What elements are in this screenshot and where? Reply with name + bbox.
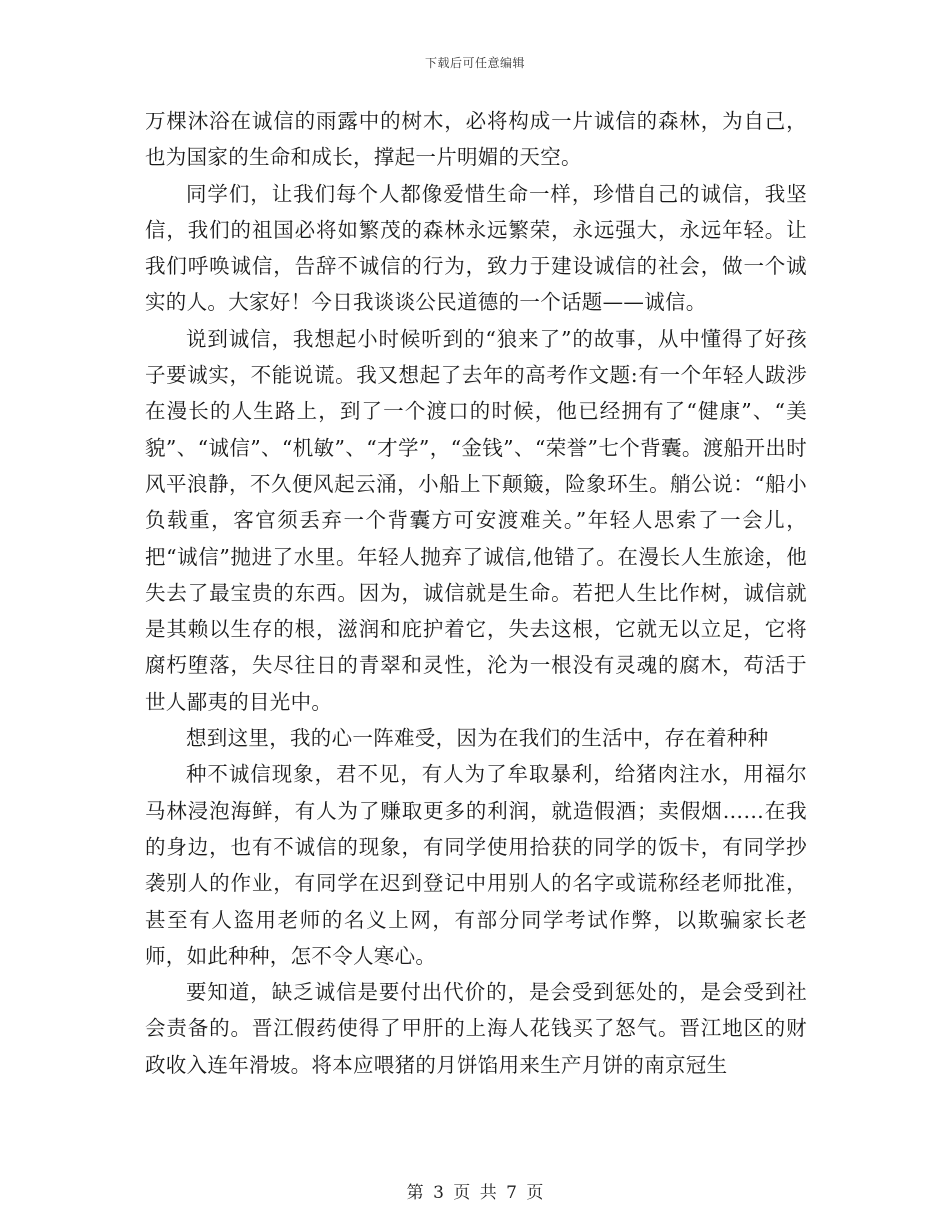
paragraph-4: 想到这里，我的心一阵难受，因为在我们的生活中，存在着种种 xyxy=(186,726,769,751)
paragraph-2: 同学们，让我们每个人都像爱惜生命一样，珍惜自己的诚信，我坚信，我们的祖国必将如繁茂的森林永远繁荣，永远强大，永远年轻。让我们呼唤诚信，告辞不诚信的行为，致力于建设诚信的社会，做一个诚实的人。大家好！今日我谈谈公民道德的一个话题——诚信。 xyxy=(145,181,807,315)
paragraph-6: 要知道，缺乏诚信是要付出代价的，是会受到惩处的，是会受到社会责备的。晋江假药使得了甲肝的上海人花钱买了怒气。晋江地区的财政收入连年滑坡。将本应喂猪的月饼馅用来生产月饼的南京冠生 xyxy=(145,980,807,1077)
page-number-footer: 第 3 页 共 7 页 xyxy=(406,1183,544,1203)
paragraph-3: 说到诚信，我想起小时候听到的“狼来了”的故事，从中懂得了好孩子要诚实，不能说谎。我又想起了去年的高考作文题:有一个年轻人跋涉在漫长的人生路上，到了一个渡口的时候，他已经拥有了“健康”、“美貌”、“诚信”、“机敏”、“才学”，“金钱”、“荣誉”七个背囊。渡船开出时风平浪静，不久便风起云涌，小船上下颠簸，险象环生。艄公说：“船小负载重，客官须丢弃一个背囊方可安渡难关。”年轻人思索了一会儿，把“诚信”抛进了水里。年轻人抛弃了诚信,他错了。在漫长人生旅途，他失去了最宝贵的东西。因为，诚信就是生命。若把人生比作树，诚信就是其赖以生存的根，滋润和庇护着它，失去这根，它就无以立足，它将腐朽堕落，失尽往日的青翠和灵性，沦为一根没有灵魂的腐木，苟活于世人鄙夷的目光中。 xyxy=(145,326,807,714)
document-body xyxy=(145,103,807,1083)
page-header: 下载后可任意编辑 xyxy=(424,56,525,70)
paragraph-1: 万棵沐浴在诚信的雨露中的树木，必将构成一片诚信的森林，为自己，也为国家的生命和成长，撑起一片明媚的天空。 xyxy=(145,109,807,170)
paragraph-5: 种不诚信现象，君不见，有人为了牟取暴利，给猪肉注水，用福尔马林浸泡海鲜，有人为了赚取更多的利润，就造假酒；卖假烟……在我的身边，也有不诚信的现象，有同学使用拾获的同学的饭卡，有同学抄袭别人的作业，有同学在迟到登记中用别人的名字或谎称经老师批准，甚至有人盗用老师的名义上网，有部分同学考试作弊，以欺骗家长老师，如此种种，怎不令人寒心。 xyxy=(145,762,807,968)
